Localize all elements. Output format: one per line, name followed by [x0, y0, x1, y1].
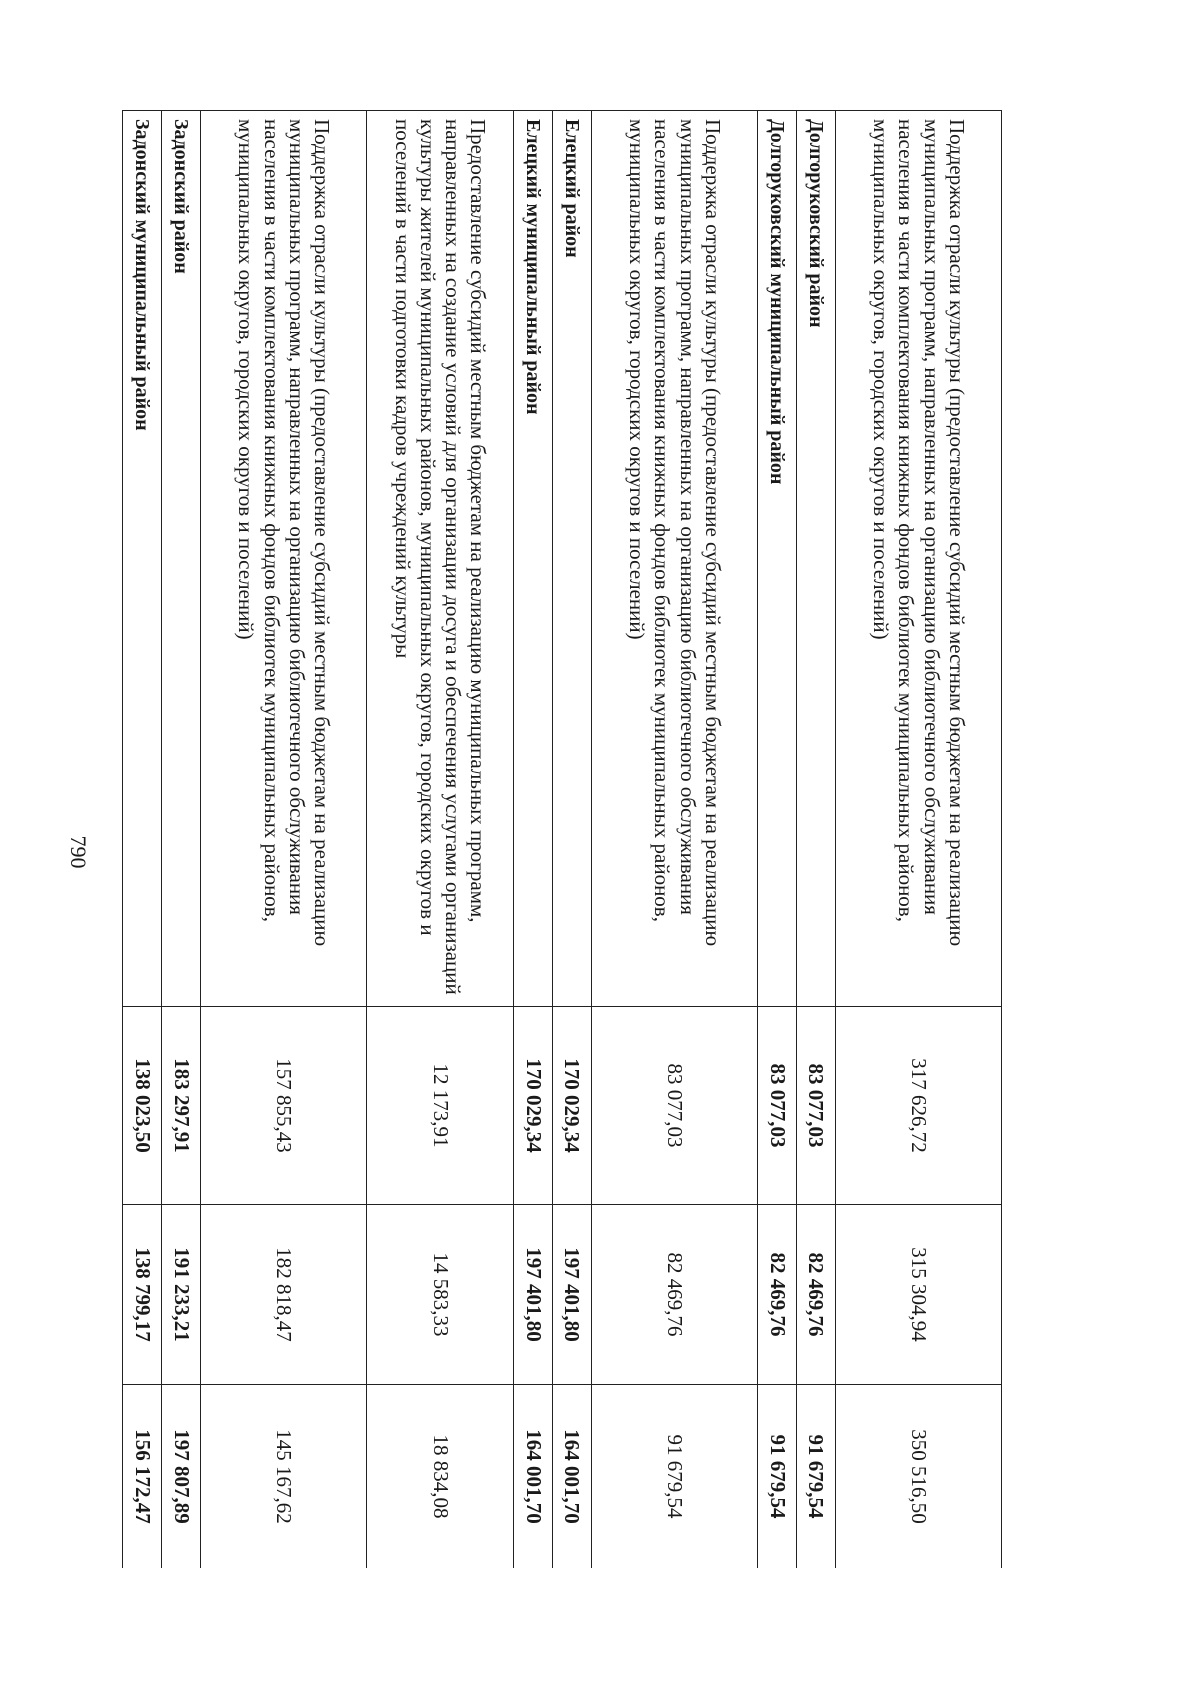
table-row [796, 111, 835, 1569]
table-frame [122, 110, 1002, 1568]
value-cell-3: 164 001,70 [513, 1385, 552, 1569]
value-cell-1: 157 855,43 [200, 1007, 366, 1205]
value-cell-3: 145 167,62 [200, 1385, 366, 1569]
table-row [367, 111, 514, 1569]
row-name-cell: Долгоруковский муниципальный район [757, 111, 796, 1007]
value-cell-3: 164 001,70 [552, 1385, 591, 1569]
table-row [162, 111, 201, 1569]
value-cell-2: 138 799,17 [123, 1205, 162, 1385]
row-name-cell: Предоставление субсидий местным бюджетам на реализацию муниципальных программ, направленных на создание условий для организации досуга и обеспечения услугами организаций культуры жителей муниципальных районов, муниципальных округов, городских округов и поселений в части подготовки кадров учреждений культуры [367, 111, 514, 1007]
table-row [123, 111, 162, 1569]
row-name-cell: Елецкий район [552, 111, 591, 1007]
value-cell-2: 14 583,33 [367, 1205, 514, 1385]
value-cell-2: 82 469,76 [591, 1205, 757, 1385]
value-cell-2: 197 401,80 [552, 1205, 591, 1385]
value-cell-2: 82 469,76 [796, 1205, 835, 1385]
budget-table [122, 110, 1002, 1568]
value-cell-2: 315 304,94 [835, 1205, 1001, 1385]
value-cell-1: 83 077,03 [796, 1007, 835, 1205]
table-row [200, 111, 366, 1569]
value-cell-1: 170 029,34 [552, 1007, 591, 1205]
value-cell-3: 91 679,54 [757, 1385, 796, 1569]
value-cell-2: 82 469,76 [757, 1205, 796, 1385]
row-name-cell: Поддержка отрасли культуры (предоставление субсидий местным бюджетам на реализацию муниципальных программ, направленных на организацию библиотечного обслуживания населения в части комплектования книжных фондов библиотек муниципальных районов, муниципальных округов, городских округов и поселений) [835, 111, 1001, 1007]
row-name-cell: Задонский муниципальный район [123, 111, 162, 1007]
value-cell-1: 317 626,72 [835, 1007, 1001, 1205]
value-cell-2: 182 818,47 [200, 1205, 366, 1385]
value-cell-2: 197 401,80 [513, 1205, 552, 1385]
row-name-cell: Поддержка отрасли культуры (предоставление субсидий местным бюджетам на реализацию муниципальных программ, направленных на организацию библиотечного обслуживания населения в части комплектования книжных фондов библиотек муниципальных районов, муниципальных округов, городских округов и поселений) [591, 111, 757, 1007]
value-cell-3: 18 834,08 [367, 1385, 514, 1569]
value-cell-1: 183 297,91 [162, 1007, 201, 1205]
value-cell-3: 197 807,89 [162, 1385, 201, 1569]
table-row [513, 111, 552, 1569]
value-cell-1: 12 173,91 [367, 1007, 514, 1205]
row-name-cell: Поддержка отрасли культуры (предоставление субсидий местным бюджетам на реализацию муниципальных программ, направленных на организацию библиотечного обслуживания населения в части комплектования книжных фондов библиотек муниципальных районов, муниципальных округов, городских округов и поселений) [200, 111, 366, 1007]
value-cell-1: 170 029,34 [513, 1007, 552, 1205]
value-cell-1: 83 077,03 [591, 1007, 757, 1205]
value-cell-2: 191 233,21 [162, 1205, 201, 1385]
value-cell-3: 350 516,50 [835, 1385, 1001, 1569]
value-cell-1: 83 077,03 [757, 1007, 796, 1205]
page-number: 790 [66, 835, 91, 869]
row-name-cell: Долгоруковский район [796, 111, 835, 1007]
value-cell-1: 138 023,50 [123, 1007, 162, 1205]
value-cell-3: 91 679,54 [591, 1385, 757, 1569]
table-row [552, 111, 591, 1569]
row-name-cell: Задонский район [162, 111, 201, 1007]
table-row [835, 111, 1001, 1569]
table-row [757, 111, 796, 1569]
row-name-cell: Елецкий муниципальный район [513, 111, 552, 1007]
rotated-page-content [122, 110, 1002, 1568]
value-cell-3: 91 679,54 [796, 1385, 835, 1569]
value-cell-3: 156 172,47 [123, 1385, 162, 1569]
table-row [591, 111, 757, 1569]
